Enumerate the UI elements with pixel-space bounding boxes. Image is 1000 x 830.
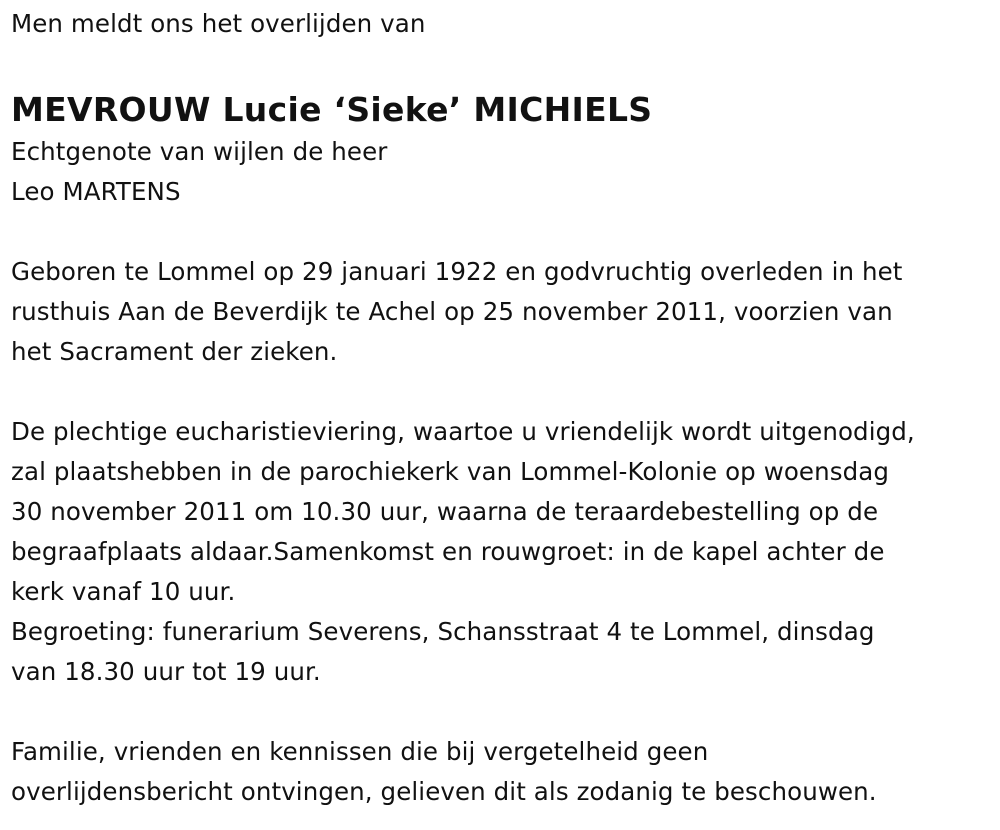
paragraph-line: kerk vanaf 10 uur.: [11, 577, 236, 606]
paragraph-line: 30 november 2011 om 10.30 uur, waarna de teraardebestelling op de: [11, 497, 879, 526]
spouse-line: Echtgenote van wijlen de heer: [11, 137, 388, 166]
deceased-name: MEVROUW Lucie ‘Sieke’ MICHIELS: [11, 90, 653, 129]
paragraph-line: van 18.30 uur tot 19 uur.: [11, 657, 321, 686]
paragraph-line: Begroeting: funerarium Severens, Schansstraat 4 te Lommel, dinsdag: [11, 617, 875, 646]
intro-text: Men meldt ons het overlijden van: [11, 9, 426, 38]
paragraph-line: het Sacrament der zieken.: [11, 337, 338, 366]
funeral-paragraph: [11, 412, 996, 692]
paragraph-line: zal plaatshebben in de parochiekerk van Lommel-Kolonie op woensdag: [11, 457, 890, 486]
closing-paragraph: [11, 732, 996, 812]
spacer: [11, 372, 996, 412]
spouse-block: [11, 132, 996, 212]
paragraph-line: overlijdensbericht ontvingen, gelieven dit als zodanig te beschouwen.: [11, 777, 877, 806]
paragraph-line: Geboren te Lommel op 29 januari 1922 en godvruchtig overleden in het: [11, 257, 903, 286]
paragraph-line: De plechtige eucharistieviering, waartoe u vriendelijk wordt uitgenodigd,: [11, 417, 915, 446]
death-notice: [11, 0, 996, 812]
spacer: [11, 692, 996, 732]
paragraph-line: begraafplaats aldaar.Samenkomst en rouwgroet: in de kapel achter de: [11, 537, 885, 566]
spouse-line: Leo MARTENS: [11, 177, 181, 206]
spacer: [11, 212, 996, 252]
paragraph-line: rusthuis Aan de Beverdijk te Achel op 25 november 2011, voorzien van: [11, 297, 893, 326]
paragraph-line: Familie, vrienden en kennissen die bij vergetelheid geen: [11, 737, 709, 766]
birth-death-paragraph: [11, 252, 996, 372]
